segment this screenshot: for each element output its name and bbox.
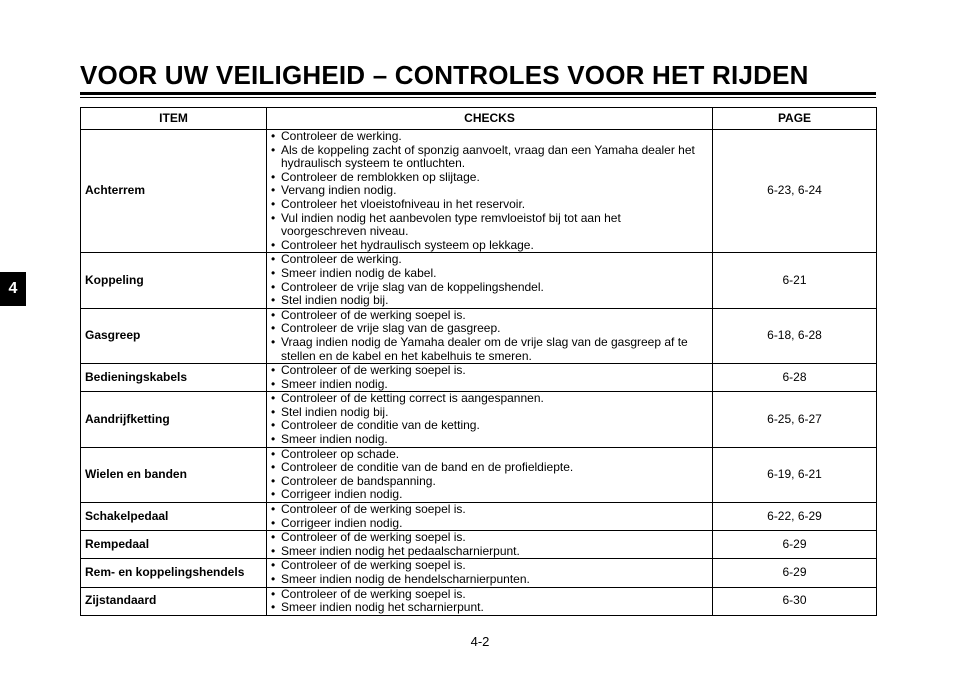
check-item [271, 475, 708, 489]
page-ref-cell: 6-23, 6-24 [713, 130, 877, 253]
bullet-icon: • [271, 363, 276, 378]
check-item [271, 281, 708, 295]
table-body [81, 130, 877, 616]
check-text: Smeer indien nodig het pedaalscharnierpunt. [281, 543, 520, 558]
check-item [271, 448, 708, 462]
item-name-cell: Aandrijfketting [81, 392, 267, 447]
check-item [271, 322, 708, 336]
page-ref-cell: 6-25, 6-27 [713, 392, 877, 447]
check-text: Controleer of de werking soepel is. [281, 530, 466, 545]
table-row [81, 559, 877, 587]
check-text: Controleer of de werking soepel is. [281, 307, 466, 322]
table-header-row [81, 108, 877, 130]
bullet-icon: • [271, 487, 276, 502]
check-text: Stel indien nodig bij. [281, 293, 389, 308]
bullet-icon: • [271, 334, 276, 349]
check-item [271, 253, 708, 267]
table-row [81, 447, 877, 502]
check-text: Controleer op schade. [281, 446, 400, 461]
column-header-checks: CHECKS [267, 108, 713, 130]
page-title: VOOR UW VEILIGHEID – CONTROLES VOOR HET RIJDEN [80, 60, 809, 90]
bullet-icon: • [271, 237, 276, 252]
check-text: Controleer de werking. [281, 252, 402, 267]
bullet-icon: • [271, 586, 276, 601]
check-text: Controleer het vloeistofniveau in het reservoir. [281, 196, 526, 211]
check-item [271, 130, 708, 144]
check-item [271, 239, 708, 253]
chapter-tab: 4 [0, 272, 26, 306]
page-ref-cell: 6-21 [713, 253, 877, 308]
bullet-icon: • [271, 183, 276, 198]
check-text: Vraag indien nodig de Yamaha dealer om de vrije slag van de gasgreep af te stellen en de kabel en het kabelhuis te smeren. [281, 334, 688, 363]
check-item [271, 184, 708, 198]
check-text: Smeer indien nodig het scharnierpunt. [281, 600, 484, 615]
bullet-icon: • [271, 279, 276, 294]
check-item [271, 545, 708, 559]
check-item [271, 531, 708, 545]
checks-cell [267, 587, 713, 615]
check-text: Controleer of de ketting correct is aangespannen. [281, 391, 544, 406]
title-rule-thin [80, 97, 876, 98]
check-item [271, 573, 708, 587]
page-ref-cell: 6-19, 6-21 [713, 447, 877, 502]
table-row [81, 364, 877, 392]
bullet-icon: • [271, 558, 276, 573]
bullet-icon: • [271, 376, 276, 391]
check-item [271, 392, 708, 406]
item-name-cell: Achterrem [81, 130, 267, 253]
check-item [271, 461, 708, 475]
bullet-icon: • [271, 129, 276, 143]
item-name-cell: Koppeling [81, 253, 267, 308]
check-text: Controleer of de werking soepel is. [281, 586, 466, 601]
bullet-icon: • [271, 515, 276, 530]
item-name-cell: Zijstandaard [81, 587, 267, 615]
bullet-icon: • [271, 432, 276, 447]
check-item [271, 433, 708, 447]
bullet-icon: • [271, 307, 276, 322]
checks-cell [267, 531, 713, 559]
checks-table [80, 107, 877, 616]
check-item [271, 171, 708, 185]
page-ref-cell: 6-30 [713, 587, 877, 615]
check-text: Corrigeer indien nodig. [281, 487, 403, 502]
check-text: Als de koppeling zacht of sponzig aanvoelt, vraag dan een Yamaha dealer het hydraulisch systeem te ontluchten. [281, 142, 695, 171]
checks-cell [267, 503, 713, 531]
checks-cell [267, 392, 713, 447]
check-text: Smeer indien nodig de hendelscharnierpunten. [281, 572, 530, 586]
check-item [271, 406, 708, 420]
page-ref-cell: 6-22, 6-29 [713, 503, 877, 531]
bullet-icon: • [271, 142, 276, 157]
check-item [271, 517, 708, 531]
check-item [271, 212, 708, 239]
page-ref-cell: 6-29 [713, 531, 877, 559]
checks-cell [267, 447, 713, 502]
check-text: Controleer of de werking soepel is. [281, 558, 466, 573]
checks-cell [267, 559, 713, 587]
checks-cell [267, 130, 713, 253]
bullet-icon: • [271, 502, 276, 517]
bullet-icon: • [271, 321, 276, 336]
check-item [271, 378, 708, 392]
bullet-icon: • [271, 210, 276, 225]
check-text: Smeer indien nodig de kabel. [281, 265, 437, 280]
table-row [81, 253, 877, 308]
bullet-icon: • [271, 600, 276, 615]
check-text: Controleer de bandspanning. [281, 473, 436, 488]
bullet-icon: • [271, 265, 276, 280]
column-header-item: ITEM [81, 108, 267, 130]
title-rule-thick [80, 92, 876, 95]
check-text: Controleer de conditie van de ketting. [281, 418, 480, 433]
check-item [271, 601, 708, 615]
item-name-cell: Rem- en koppelingshendels [81, 559, 267, 587]
table-row [81, 392, 877, 447]
check-text: Controleer de vrije slag van de koppelingshendel. [281, 279, 544, 294]
table-row [81, 130, 877, 253]
check-text: Vervang indien nodig. [281, 183, 397, 198]
check-text: Controleer de remblokken op slijtage. [281, 169, 480, 184]
bullet-icon: • [271, 460, 276, 475]
check-item [271, 336, 708, 363]
bullet-icon: • [271, 543, 276, 558]
check-item [271, 503, 708, 517]
item-name-cell: Bedieningskabels [81, 364, 267, 392]
table-row [81, 503, 877, 531]
check-text: Controleer de conditie van de band en de profieldiepte. [281, 460, 574, 475]
page-ref-cell: 6-28 [713, 364, 877, 392]
check-item [271, 419, 708, 433]
check-text: Smeer indien nodig. [281, 432, 388, 447]
bullet-icon: • [271, 169, 276, 184]
check-item [271, 488, 708, 502]
checks-cell [267, 364, 713, 392]
bullet-icon: • [271, 196, 276, 211]
bullet-icon: • [271, 293, 276, 308]
table-row [81, 308, 877, 363]
page-ref-cell: 6-18, 6-28 [713, 308, 877, 363]
check-item [271, 588, 708, 602]
checks-cell [267, 308, 713, 363]
check-item [271, 144, 708, 171]
bullet-icon: • [271, 473, 276, 488]
bullet-icon: • [271, 530, 276, 545]
check-item [271, 198, 708, 212]
bullet-icon: • [271, 418, 276, 433]
check-text: Controleer de vrije slag van de gasgreep. [281, 321, 501, 336]
check-item [271, 309, 708, 323]
check-item [271, 559, 708, 573]
column-header-page: PAGE [713, 108, 877, 130]
bullet-icon: • [271, 404, 276, 419]
check-text: Stel indien nodig bij. [281, 404, 389, 419]
checks-cell [267, 253, 713, 308]
check-text: Smeer indien nodig. [281, 376, 388, 391]
check-item [271, 294, 708, 308]
check-text: Controleer of de werking soepel is. [281, 363, 466, 378]
check-text: Vul indien nodig het aanbevolen type remvloeistof bij tot aan het voorgeschreven niveau. [281, 210, 621, 239]
bullet-icon: • [271, 572, 276, 586]
item-name-cell: Gasgreep [81, 308, 267, 363]
page-ref-cell: 6-29 [713, 559, 877, 587]
bullet-icon: • [271, 252, 276, 267]
bullet-icon: • [271, 446, 276, 461]
table-row [81, 531, 877, 559]
bullet-icon: • [271, 391, 276, 406]
check-text: Corrigeer indien nodig. [281, 515, 403, 530]
page-number: 4-2 [470, 634, 490, 649]
check-text: Controleer of de werking soepel is. [281, 502, 466, 517]
item-name-cell: Wielen en banden [81, 447, 267, 502]
item-name-cell: Rempedaal [81, 531, 267, 559]
check-text: Controleer het hydraulisch systeem op lekkage. [281, 237, 534, 252]
check-text: Controleer de werking. [281, 129, 402, 143]
table-row [81, 587, 877, 615]
check-item [271, 267, 708, 281]
item-name-cell: Schakelpedaal [81, 503, 267, 531]
check-item [271, 364, 708, 378]
